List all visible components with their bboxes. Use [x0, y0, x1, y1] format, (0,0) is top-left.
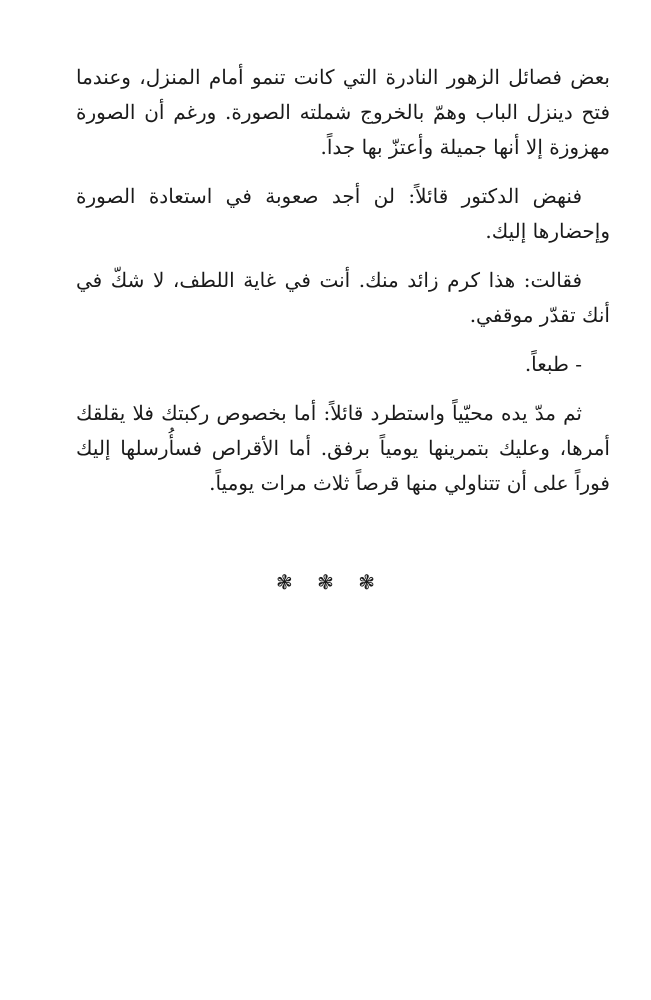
ornament-star-icon: ❃ [317, 570, 334, 594]
body-text [76, 60, 610, 515]
paragraph-doctor-instructions: ثم مدّ يده محيّياً واستطرد قائلاً: أما بخصوص ركبتك فلا يقلقك أمرها، وعليك بتمرينها يومياً برفق. أما الأقراص فسأُرسلها إليك فوراً على أن تتناولي منها قرصاً ثلاث مرات يومياً. [76, 401, 610, 495]
paragraph-her-thanks: فقالت: هذا كرم زائد منك. أنت في غاية اللطف، لا شكّ في أنك تقدّر موقفي. [76, 268, 610, 327]
ornament-star-icon: ❃ [275, 570, 293, 594]
ornament-star-icon: ❃ [358, 570, 375, 594]
paragraph-continuation: بعض فصائل الزهور النادرة التي كانت تنمو أمام المنزل، وعندما فتح دينزل الباب وهمّ بالخروج شملته الصورة. ورغم أن الصورة مهزوزة إلا أنها جميلة وأعتزّ بها جداً. [76, 65, 610, 159]
paragraph-dialogue-line: - طبعاً. [524, 352, 582, 376]
paragraph-doctor-reply: فنهض الدكتور قائلاً: لن أجد صعوبة في استعادة الصورة وإحضارها إليك. [76, 184, 610, 243]
section-break-ornament [0, 570, 651, 594]
